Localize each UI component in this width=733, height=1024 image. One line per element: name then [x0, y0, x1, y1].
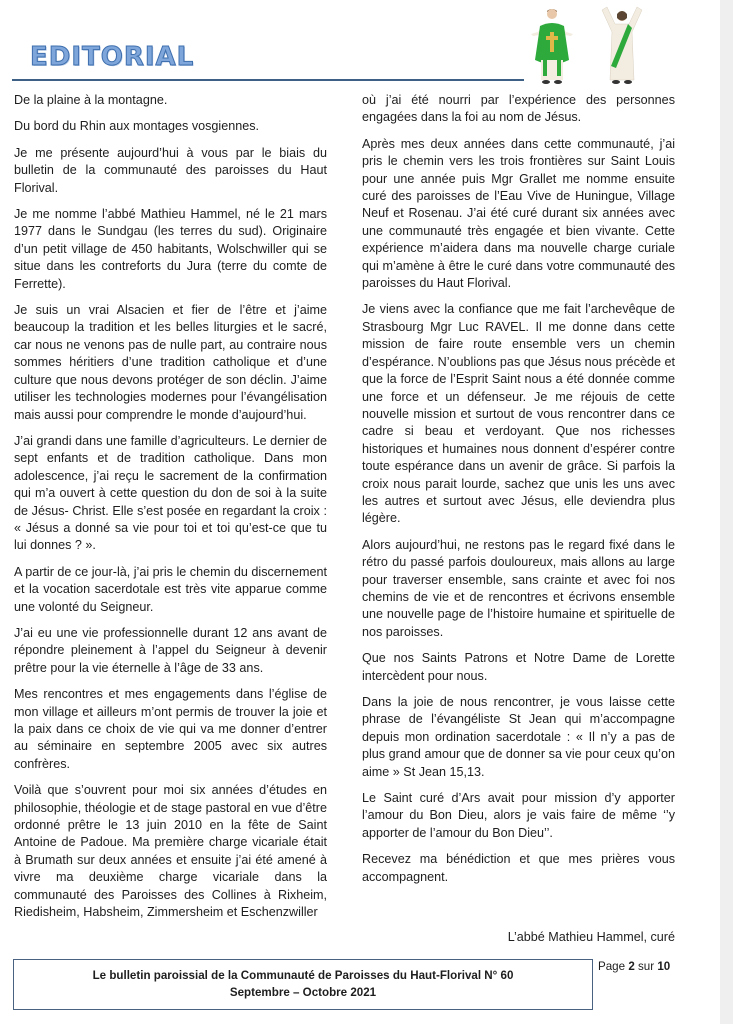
paragraph: Le Saint curé d’Ars avait pour mission d’y apporter l’amour du Bon Dieu, alors je vais faire de même ‘’y apporter de l’amour du Bon Dieu’’. [362, 791, 675, 840]
paragraph: Voilà que s’ouvrent pour moi six années d’études en philosophie, théologie et de stage pastoral en vue d’être ordonné prêtre le 13 juin 2010 en la fête de Saint Antoine de Padoue. Ma première charge vicariale était à Brumath sur deux années et ensuite j’ai été amené à vivre ma deuxième charge vicariale dans la communauté des Paroisses des Collines à Rixheim, Riedisheim, Habsheim, Zimmersheim et Eschenzwiller [14, 783, 327, 920]
page-label: Page [598, 960, 626, 973]
paragraph: Recevez ma bénédiction et que mes prières vous accompagnent. [362, 852, 675, 884]
priests-illustration-icon [522, 2, 657, 86]
paragraph: Je me nomme l’abbé Mathieu Hammel, né le 21 mars 1977 dans le Sundgau (les terres du sud). Originaire d’un petit village de 450 habitants, Wolschwiller qui se situe dans les contreforts du Jura (terre du comte de Ferrette). [14, 207, 327, 291]
page-margin-strip [720, 0, 733, 1024]
page-total: 10 [657, 960, 671, 973]
paragraph: Mes rencontres et mes engagements dans l’église de mon village et ailleurs m’ont permis de trouver la joie et la paix dans ce choix de vie qui va me donner d’entrer au séminaire en septembre 2005 avec six autres confrères. [14, 687, 327, 771]
footer-bulletin-title: Le bulletin paroissial de la Communauté de Paroisses du Haut-Florival N° 60 [92, 969, 514, 982]
paragraph: où j’ai été nourri par l’expérience des personnes engagées dans la foi au nom de Jésus. [362, 93, 675, 125]
page-header [0, 0, 720, 90]
footer-issue-date: Septembre – Octobre 2021 [229, 986, 377, 999]
paragraph: Je viens avec la confiance que me fait l’archevêque de Strasbourg Mgr Luc RAVEL. Il me donne dans cette mission de faire route ensemble vers un chemin d’espérance. N’oublions pas que Jésus nous précède et que la force de l’Esprit Saint nous a été donnée comme une force et un défenseur. Je me réjouis de cette nouvelle mission et surtout de vous rencontrer dans ce cadre si beau et verdoyant. Que nos richesses historiques et humaines nous donnent d’espérer contre toute espérance dans un avenir de grâce. Si parfois la croix nous parait lourde, sachez que unis les uns avec les autres et surtout avec Jésus, elle deviendra plus légère. [362, 302, 675, 526]
paragraph: De la plaine à la montagne. [14, 93, 168, 107]
paragraph: Dans la joie de nous rencontrer, je vous laisse cette phrase de l’évangéliste St Jean qui m’accompagne depuis mon ordination sacerdotale : « Il n’y a pas de plus grand amour que de donner sa vie pour ceux qu’on aime » St Jean 15,13. [362, 695, 675, 779]
paragraph: Que nos Saints Patrons et Notre Dame de Lorette intercèdent pour nous. [362, 651, 675, 683]
paragraph: Je me présente aujourd’hui à vous par le biais du bulletin de la communauté des paroisses du Haut Florival. [14, 145, 327, 195]
paragraph: J’ai grandi dans une famille d’agriculteurs. Le dernier de sept enfants et de tradition catholique. Dans mon adolescence, j’ai reçu le sacrement de la confirmation qui m’a ouvert à cette question du don de soi à la suite de Jésus- Christ. Elle s’est posée en regardant la croix : « Jésus a donné sa vie pour toi et toi qu’est-ce que tu lui donnes ? ». [14, 433, 327, 553]
left-column [14, 92, 327, 930]
paragraph: Alors aujourd’hui, ne restons pas le regard fixé dans le rétro du passé parfois douloureux, mais allons au large pour traverser ensemble, sans crainte et avec foi nos chemins de vie et de rencontres et écrivons ensemble une nouvelle page de l’histoire humaine et spirituelle de nos paroisses. [362, 537, 675, 639]
page-separator: sur [638, 960, 655, 973]
paragraph: Je suis un vrai Alsacien et fier de l’être et j’aime beaucoup la tradition et les belles liturgies et le sacré, car nous ne venons pas de nulle part, au contraire nous sommes héritiers d’une tradition catholique et d’une culture que nous devons protéger de son déclin. J’aime utiliser les technologies modernes pour l’évangélisation mais aussi pour comprendre le monde d’aujourd’hui. [14, 303, 327, 422]
author-signature: L’abbé Mathieu Hammel, curé [507, 930, 675, 944]
page-number [598, 960, 670, 973]
paragraph: J’ai eu une vie professionnelle durant 12 ans avant de répondre pleinement à l’appel du Seigneur à devenir prêtre pour la vie éternelle à l’âge de 33 ans. [14, 625, 327, 675]
paragraph: A partir de ce jour-là, j’ai pris le chemin du discernement et la vocation sacerdotale est très vite apparue comme une volonté du Seigneur. [14, 564, 327, 614]
paragraph: Après mes deux années dans cette communauté, j’ai pris le chemin vers les trois frontières sur Saint Louis pour une année puis Mgr Grallet me nomme ensuite curé des paroisses de l’Eau Vive de Huningue, Village Neuf et Rosenau. J’ai été curé durant six années avec une communauté très engagée et bien vivante. Cette expérience m’aidera dans ma nouvelle charge curiale qui m’amène à être le curé dans votre communauté des paroisses du Haut Florival. [362, 136, 675, 291]
right-column [362, 92, 675, 895]
title-divider [12, 79, 524, 81]
page-current: 2 [628, 960, 635, 973]
paragraph: Du bord du Rhin aux montages vosgiennes. [14, 119, 260, 134]
bulletin-footer [13, 959, 593, 1010]
page-title: EDITORIAL [30, 42, 195, 72]
